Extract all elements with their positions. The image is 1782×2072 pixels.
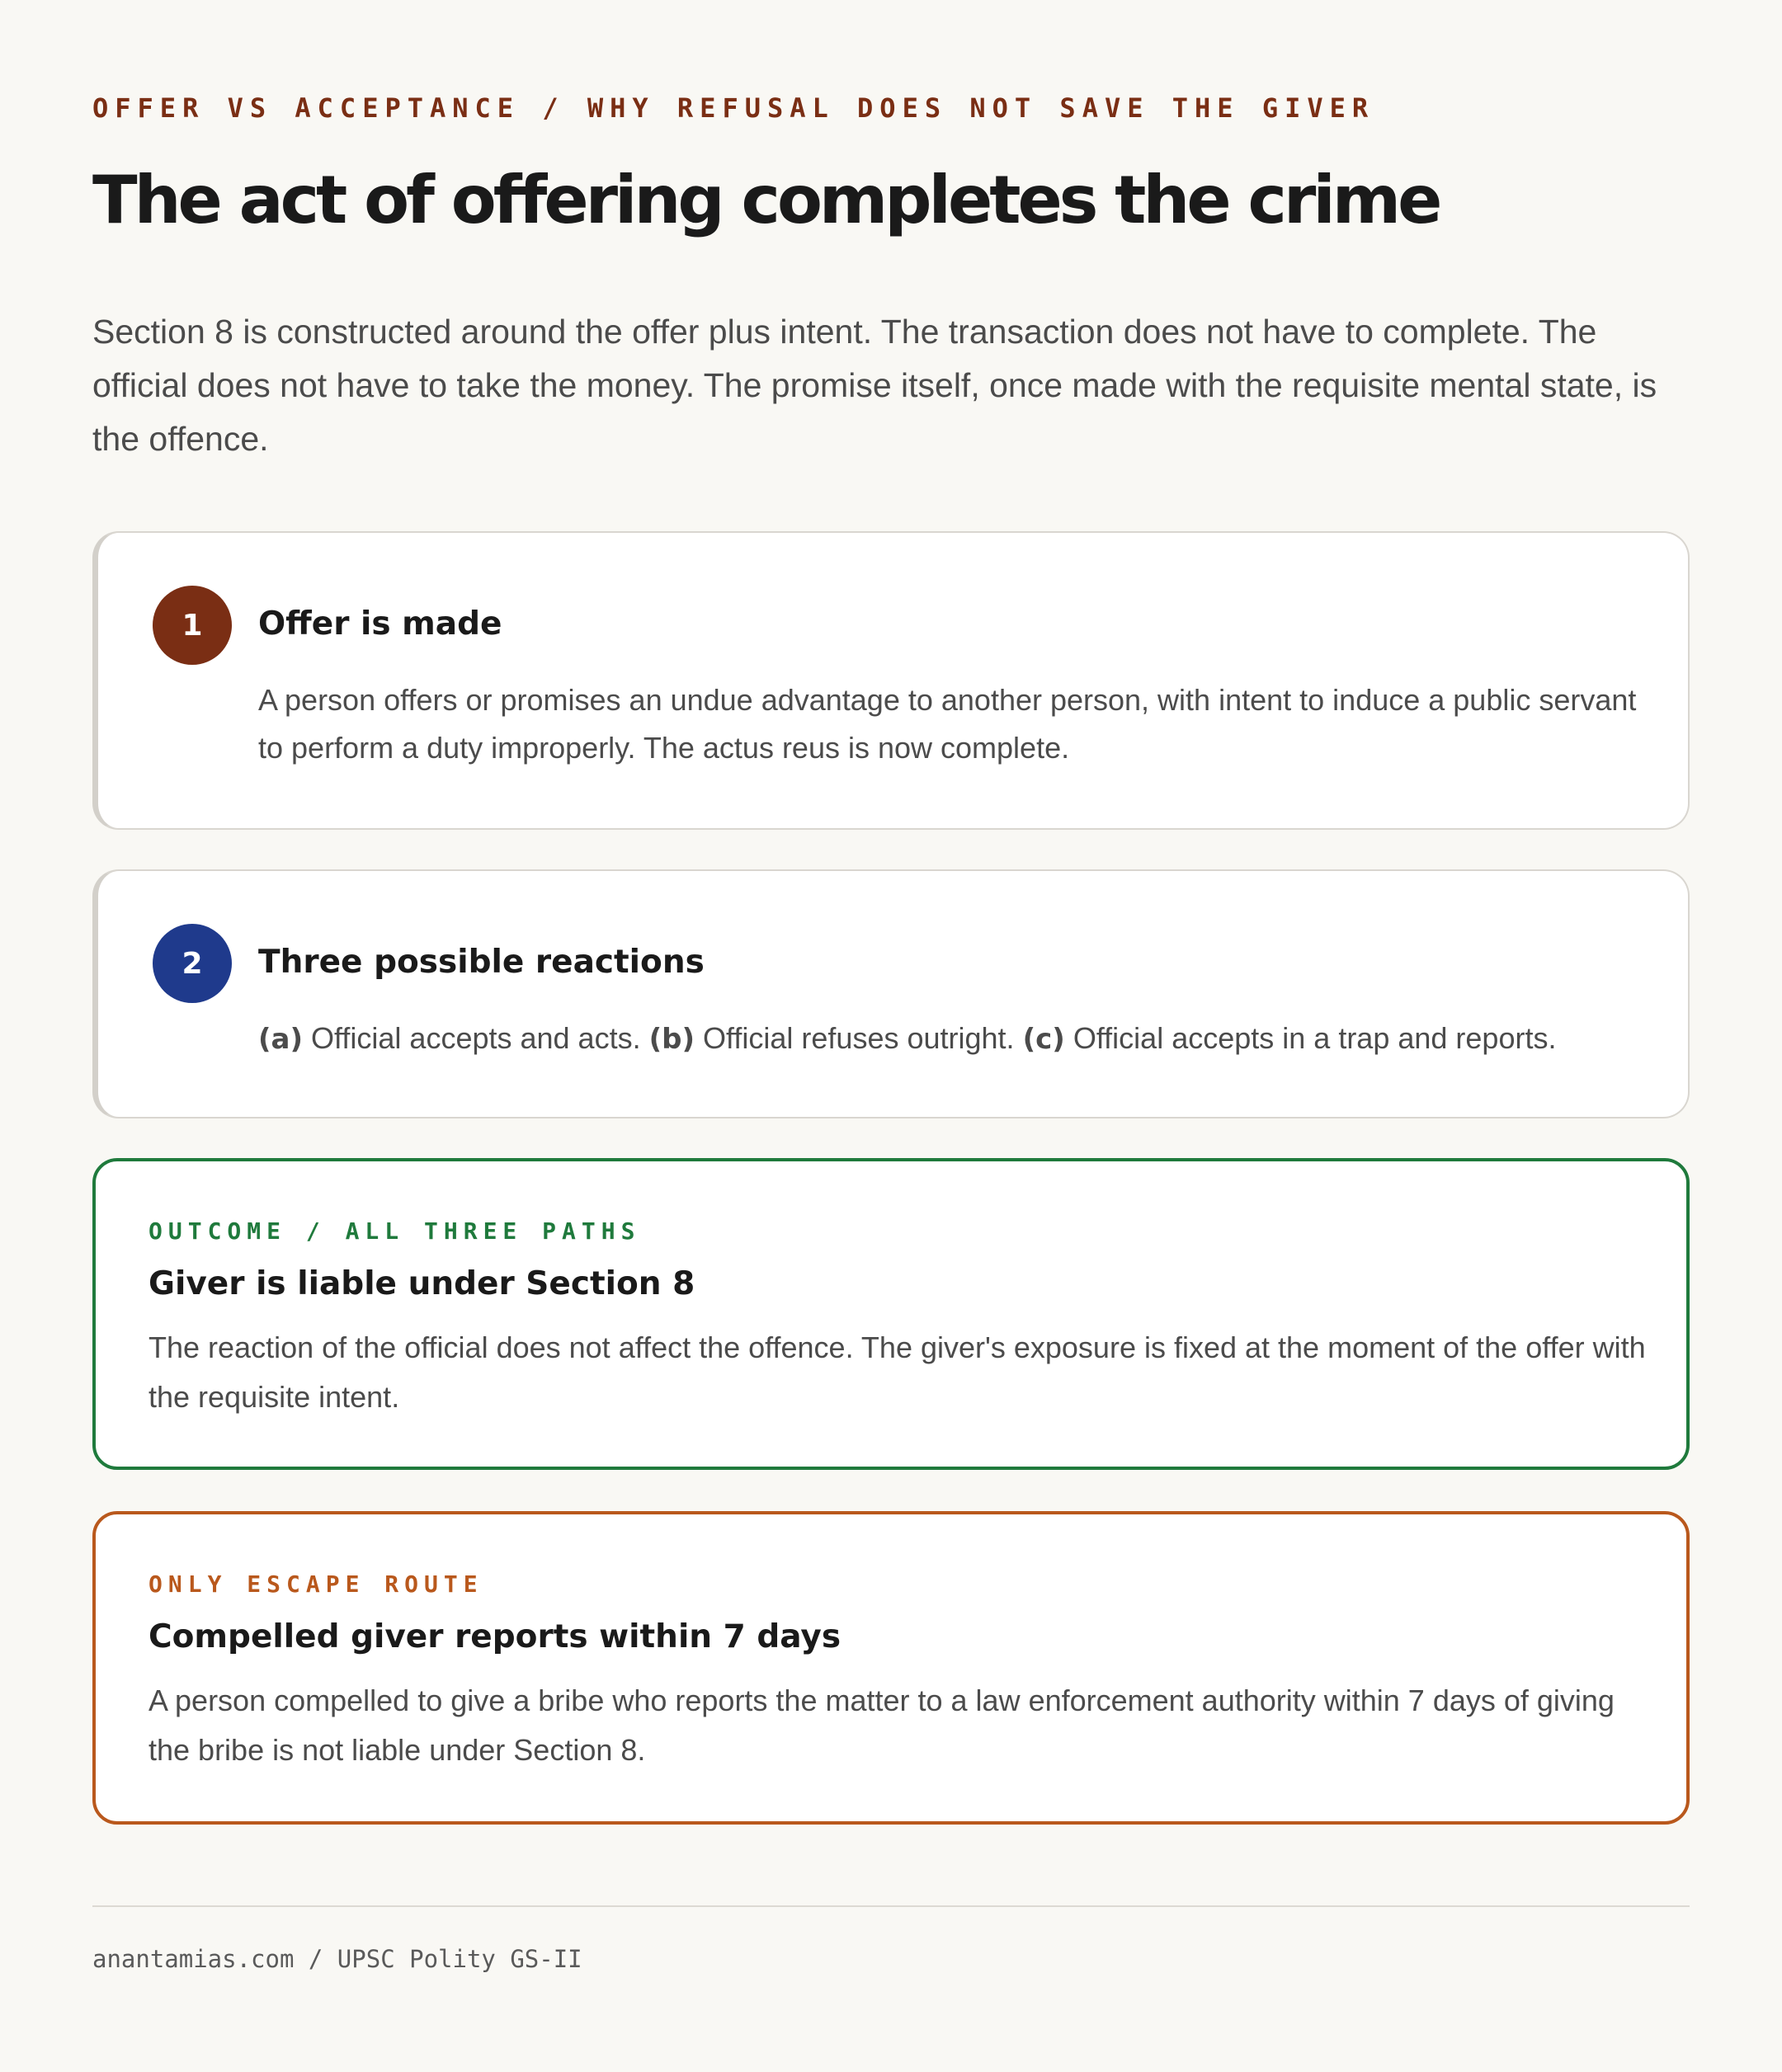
escape-callout bbox=[92, 1511, 1690, 1825]
escape-eyebrow: ONLY ESCAPE ROUTE bbox=[148, 1570, 483, 1598]
option-label-b: (b) bbox=[648, 1023, 695, 1056]
option-text-b: Official refuses outright. bbox=[703, 1021, 1015, 1055]
page-title: The act of offering completes the crime bbox=[92, 162, 1440, 238]
footer-divider bbox=[92, 1905, 1690, 1907]
section-eyebrow: OFFER VS ACCEPTANCE / WHY REFUSAL DOES NOT SAVE THE GIVER bbox=[92, 92, 1375, 124]
step-number-badge: 2 bbox=[153, 924, 232, 1003]
option-text-c: Official accepts in a trap and reports. bbox=[1072, 1021, 1557, 1055]
escape-title: Compelled giver reports within 7 days bbox=[148, 1618, 842, 1655]
step-card-reactions bbox=[92, 869, 1690, 1118]
footer-source: anantamias.com / UPSC Polity GS-II bbox=[92, 1945, 582, 1973]
step-number-badge: 1 bbox=[153, 586, 232, 665]
step-body: A person offers or promises an undue advantage to another person, with intent to induce a public servant to perform a duty improperly. The actus reus is now complete. bbox=[258, 683, 1637, 765]
option-label-a: (a) bbox=[258, 1023, 304, 1056]
outcome-eyebrow: OUTCOME / ALL THREE PATHS bbox=[148, 1217, 641, 1245]
reaction-options bbox=[258, 1015, 1644, 1063]
outcome-title: Giver is liable under Section 8 bbox=[148, 1265, 695, 1302]
escape-body: A person compelled to give a bribe who reports the matter to a law enforcement authority within 7 days of giving the bribe is not liable under Section 8. bbox=[148, 1684, 1615, 1767]
step-title: Three possible reactions bbox=[258, 944, 705, 981]
outcome-callout bbox=[92, 1158, 1690, 1470]
outcome-body: The reaction of the official does not affect the offence. The giver's exposure is fixed at the moment of the offer with the requisite intent. bbox=[148, 1330, 1646, 1414]
step-title: Offer is made bbox=[258, 605, 502, 643]
step-card-offer bbox=[92, 531, 1690, 830]
option-text-a: Official accepts and acts. bbox=[311, 1021, 641, 1055]
option-label-c: (c) bbox=[1022, 1023, 1065, 1056]
intro-paragraph: Section 8 is constructed around the offer plus intent. The transaction does not have to complete. The official does not have to take the money. The promise itself, once made with the requisite mental state, is the offence. bbox=[92, 313, 1657, 458]
